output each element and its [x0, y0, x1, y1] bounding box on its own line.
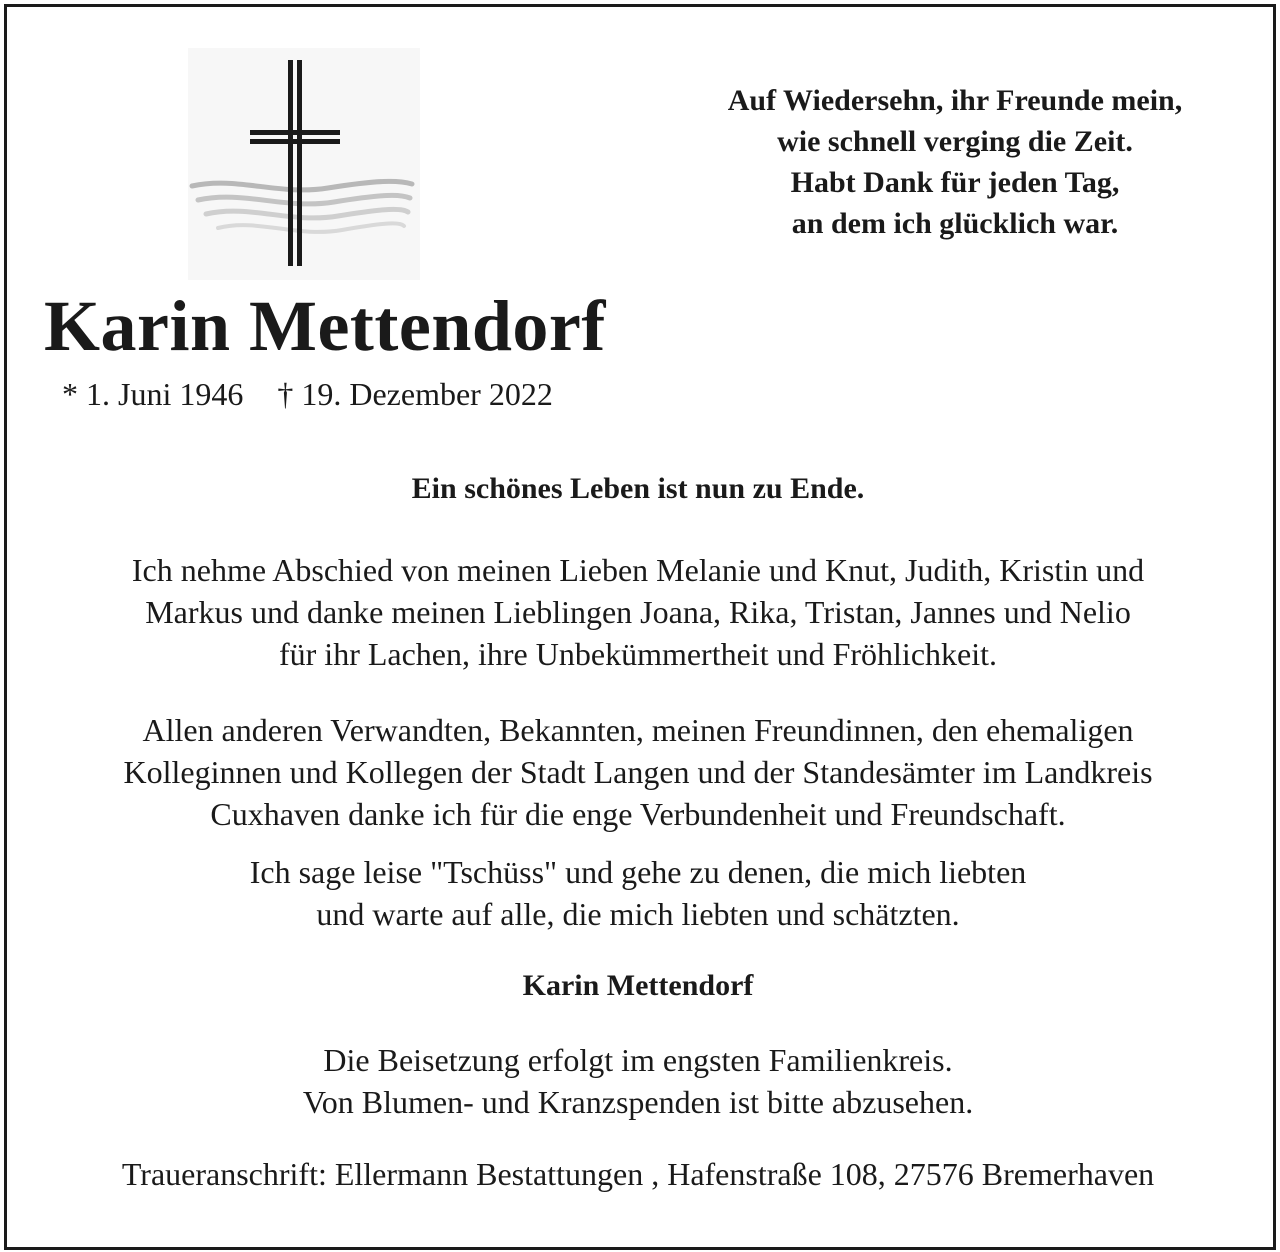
paragraph-line: Ich nehme Abschied von meinen Lieben Melanie und Knut, Judith, Kristin und: [131, 552, 1145, 588]
verse-line: Auf Wiedersehn, ihr Freunde mein,: [727, 84, 1183, 117]
paragraph-line: Allen anderen Verwandten, Bekannten, meinen Freundinnen, den ehemaligen: [142, 712, 1134, 748]
cross-emblem: [188, 48, 420, 280]
birth-date: * 1. Juni 1946: [62, 376, 244, 412]
funeral-line: Die Beisetzung erfolgt im engsten Familienkreis.: [323, 1042, 953, 1078]
death-date: † 19. Dezember 2022: [277, 376, 553, 412]
funeral-notice: [0, 1039, 1276, 1123]
heading-text: Ein schönes Leben ist nun zu Ende.: [411, 472, 865, 505]
paragraph-farewell: [0, 549, 1276, 675]
paragraph-line: Kolleginnen und Kollegen der Stadt Langen und der Standesämter im Landkreis: [123, 754, 1153, 790]
heading: [0, 468, 1276, 510]
verse: [640, 80, 1270, 244]
signature: [0, 965, 1276, 1007]
mourning-address: [0, 1153, 1276, 1195]
paragraph-line: Ich sage leise "Tschüss" und gehe zu denen, die mich liebten: [249, 854, 1027, 890]
paragraph-line: für ihr Lachen, ihre Unbekümmertheit und Fröhlichkeit.: [278, 636, 997, 672]
life-dates: [62, 374, 553, 414]
signature-text: Karin Mettendorf: [522, 969, 754, 1002]
verse-line: Habt Dank für jeden Tag,: [790, 166, 1120, 199]
verse-line: an dem ich glücklich war.: [791, 207, 1119, 240]
funeral-line: Von Blumen- und Kranzspenden ist bitte abzusehen.: [302, 1084, 974, 1120]
paragraph-goodbye: [0, 851, 1276, 935]
address-text: Traueranschrift: Ellermann Bestattungen , Hafenstraße 108, 27576 Bremerhaven: [121, 1156, 1155, 1192]
deceased-name: Karin Mettendorf: [44, 286, 606, 366]
paragraph-line: Cuxhaven danke ich für die enge Verbundenheit und Freundschaft.: [210, 796, 1066, 832]
cross-with-waves-icon: [188, 48, 420, 280]
paragraph-line: Markus und danke meinen Lieblingen Joana, Rika, Tristan, Jannes und Nelio: [145, 594, 1131, 630]
paragraph-thanks: [0, 709, 1276, 835]
verse-line: wie schnell verging die Zeit.: [777, 125, 1133, 158]
paragraph-line: und warte auf alle, die mich liebten und schätzten.: [316, 896, 960, 932]
